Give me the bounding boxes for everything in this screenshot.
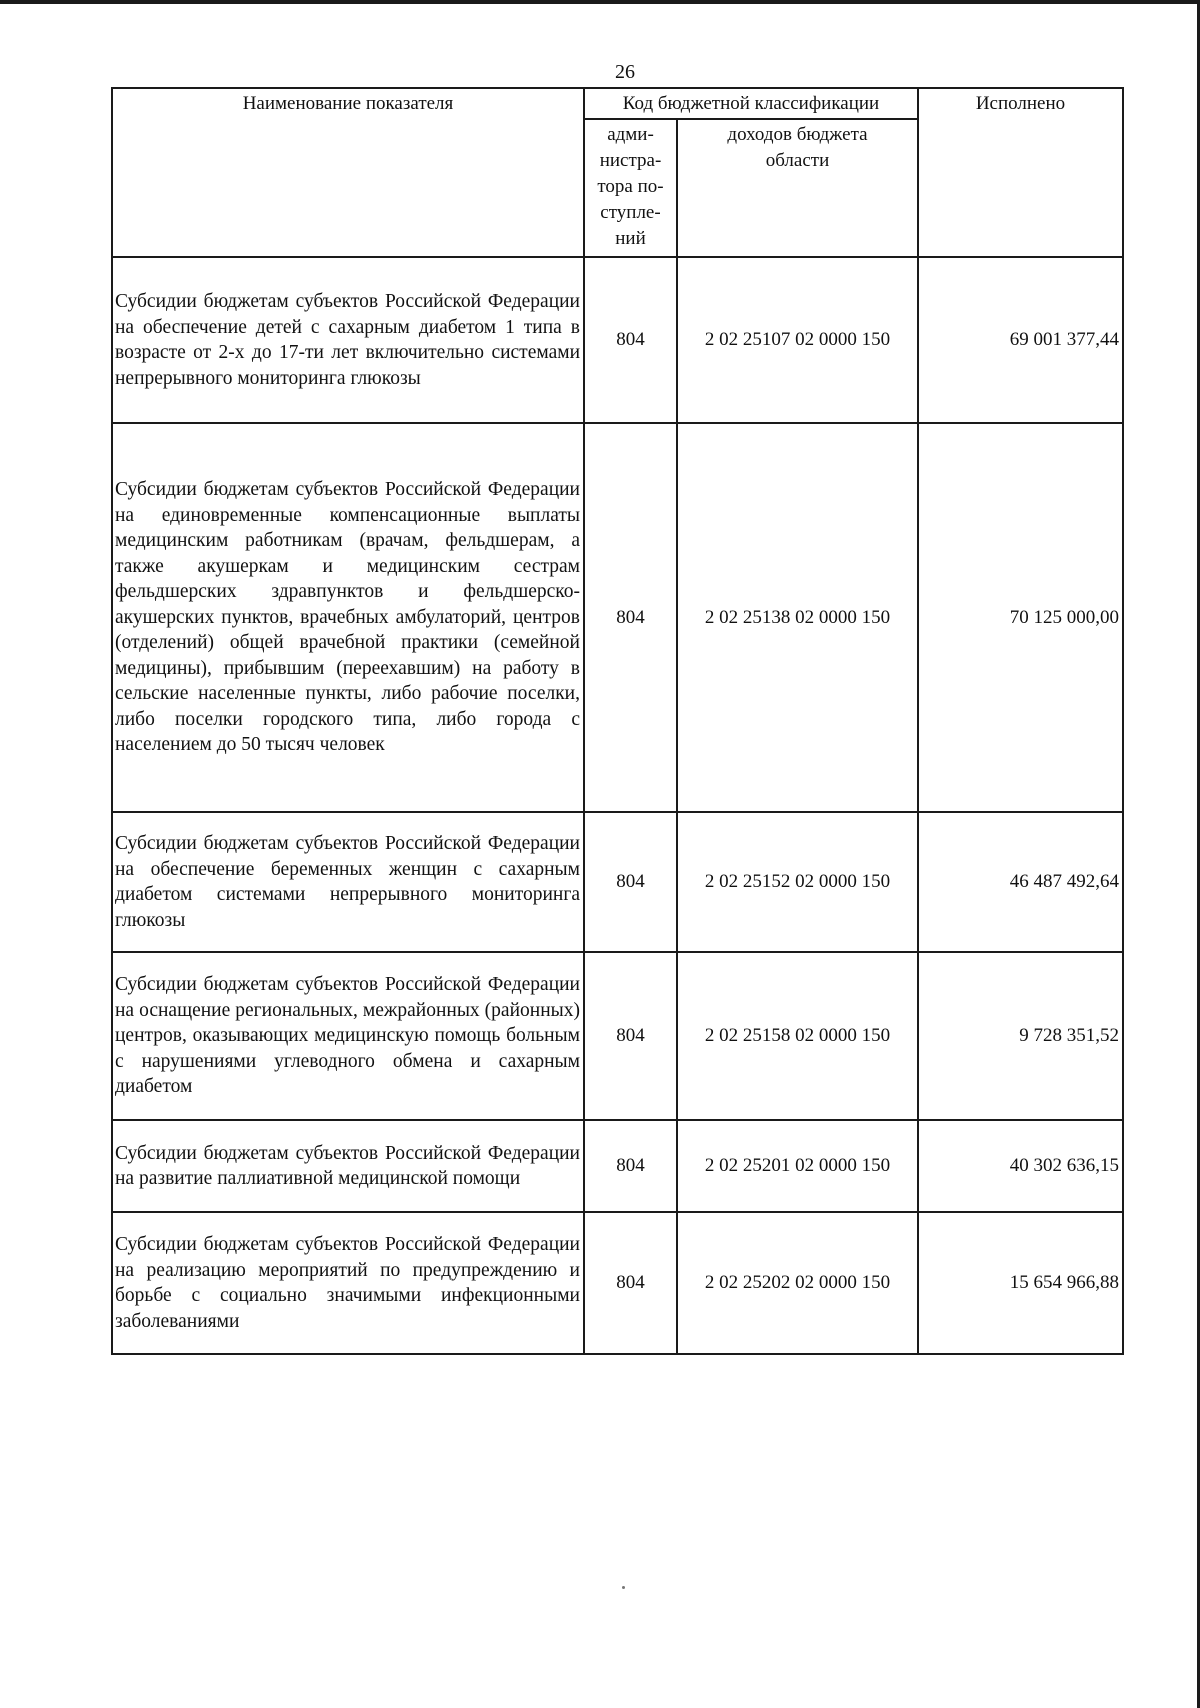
header-executed: Исполнено — [918, 88, 1123, 257]
row-income-code: 2 02 25138 02 0000 150 — [677, 423, 918, 812]
header-indicator-name: Наименование показателя — [112, 88, 584, 257]
row-admin-code: 804 — [584, 952, 677, 1120]
table-row — [112, 1120, 1123, 1212]
scan-border-top — [0, 0, 1200, 4]
table-row — [112, 423, 1123, 812]
scan-speck — [622, 1586, 625, 1589]
header-row-1 — [112, 88, 1123, 119]
row-executed-amount: 15 654 966,88 — [918, 1212, 1123, 1354]
header-classification-code: Код бюджетной классификации — [584, 88, 918, 119]
table-header — [112, 88, 1123, 257]
row-admin-code: 804 — [584, 1212, 677, 1354]
table-row — [112, 1212, 1123, 1354]
table-row — [112, 952, 1123, 1120]
row-executed-amount: 46 487 492,64 — [918, 812, 1123, 952]
page-number: 26 — [615, 61, 635, 83]
row-indicator-name: Субсидии бюджетам субъектов Российской Федерации на обеспечение детей с сахарным диабетом 1 типа в возрасте от 2-х до 17-ти лет включительно системами непрерывного мониторинга глюкозы — [112, 257, 584, 423]
table-row — [112, 257, 1123, 423]
table-body — [112, 257, 1123, 1354]
row-indicator-name: Субсидии бюджетам субъектов Российской Федерации на развитие паллиативной медицинской помощи — [112, 1120, 584, 1212]
row-indicator-name: Субсидии бюджетам субъектов Российской Федерации на единовременные компенсационные выплаты медицинским работникам (врачам, фельдшерам, а также акушеркам и медицинским сестрам фельдшерских здравпунктов и фельдшерско-акушерских пунктов, врачебных амбулаторий, центров (отделений) общей врачебной практики (семейной медицины), прибывшим (переехавшим) на работу в сельские населенные пункты, либо рабочие поселки, либо поселки городского типа, либо города с населением до 50 тысяч человек — [112, 423, 584, 812]
row-admin-code: 804 — [584, 423, 677, 812]
row-executed-amount: 69 001 377,44 — [918, 257, 1123, 423]
budget-table — [111, 87, 1124, 1355]
row-admin-code: 804 — [584, 812, 677, 952]
row-executed-amount: 9 728 351,52 — [918, 952, 1123, 1120]
header-admin-text: адми-нистра-тора по-ступле-ний — [597, 124, 664, 249]
row-admin-code: 804 — [584, 1120, 677, 1212]
row-admin-code: 804 — [584, 257, 677, 423]
row-executed-amount: 40 302 636,15 — [918, 1120, 1123, 1212]
row-income-code: 2 02 25158 02 0000 150 — [677, 952, 918, 1120]
header-income — [677, 119, 918, 257]
header-income-text: доходов бюджета области — [727, 124, 868, 171]
row-income-code: 2 02 25152 02 0000 150 — [677, 812, 918, 952]
header-admin — [584, 119, 677, 257]
row-indicator-name: Субсидии бюджетам субъектов Российской Федерации на реализацию мероприятий по предупреждению и борьбе с социально значимыми инфекционными заболеваниями — [112, 1212, 584, 1354]
row-income-code: 2 02 25202 02 0000 150 — [677, 1212, 918, 1354]
table-row — [112, 812, 1123, 952]
row-indicator-name: Субсидии бюджетам субъектов Российской Федерации на оснащение региональных, межрайонных (районных) центров, оказывающих медицинскую помощь больным с нарушениями углеводного обмена и сахарным диабетом — [112, 952, 584, 1120]
row-executed-amount: 70 125 000,00 — [918, 423, 1123, 812]
row-indicator-name: Субсидии бюджетам субъектов Российской Федерации на обеспечение беременных женщин с сахарным диабетом системами непрерывного мониторинга глюкозы — [112, 812, 584, 952]
row-income-code: 2 02 25201 02 0000 150 — [677, 1120, 918, 1212]
row-income-code: 2 02 25107 02 0000 150 — [677, 257, 918, 423]
